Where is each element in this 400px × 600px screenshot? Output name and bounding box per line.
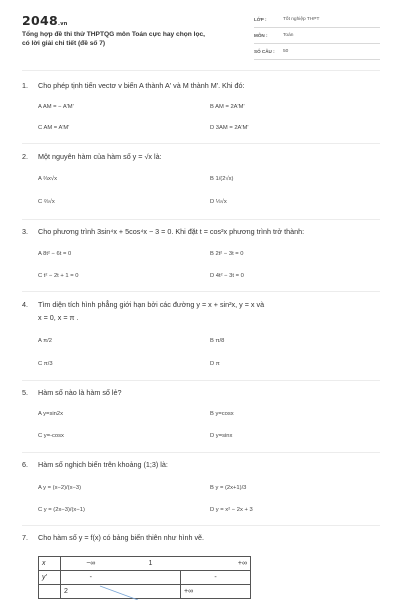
- table-cell: x: [39, 557, 61, 571]
- q5-option-b[interactable]: B y=cosx: [210, 411, 234, 417]
- q3-option-d[interactable]: D 4t² − 3t = 0: [210, 273, 244, 279]
- table-row-yprime: [39, 571, 251, 585]
- q3-option-a[interactable]: A 8t² − 6t = 0: [38, 251, 72, 257]
- table-cell: +∞: [181, 557, 251, 571]
- q1-option-c[interactable]: C AM = A'M': [38, 125, 70, 131]
- table-cell: -: [181, 571, 251, 585]
- table-cell: y': [39, 571, 61, 585]
- document-header: [0, 0, 400, 62]
- decreasing-arrow: [98, 584, 178, 600]
- question-7: 7. Cho hàm số y = f(x) có bảng biến thiên như hình vẽ.: [22, 533, 205, 542]
- q6-option-d[interactable]: D y = x² − 2x + 3: [210, 507, 253, 513]
- divider: [22, 291, 380, 292]
- divider: [22, 525, 380, 526]
- meta-subject: MÔN : Toán: [254, 28, 380, 44]
- q4-option-b[interactable]: B π/8: [210, 338, 225, 344]
- question-2: 2. Một nguyên hàm của hàm số y = √x là:: [22, 152, 162, 161]
- q2-option-a[interactable]: A ⅔x√x: [38, 176, 57, 182]
- question-4-continued: x = 0, x = π .: [38, 313, 79, 322]
- q2-option-b[interactable]: B 1/(2√x): [210, 176, 234, 182]
- divider: [22, 143, 380, 144]
- q4-option-a[interactable]: A π/2: [38, 338, 52, 344]
- table-cell: −∞: [61, 557, 121, 571]
- q5-option-a[interactable]: A y=sin2x: [38, 411, 63, 417]
- q5-option-c[interactable]: C y=-cosx: [38, 433, 64, 439]
- q3-option-c[interactable]: C t² − 2t + 1 = 0: [38, 273, 79, 279]
- site-logo[interactable]: 2048.vn: [22, 13, 68, 28]
- table-cell: [121, 571, 181, 585]
- table-cell: 2: [61, 585, 121, 599]
- q4-option-d[interactable]: D π: [210, 361, 220, 367]
- table-cell: [39, 585, 61, 599]
- q2-option-d[interactable]: D ⅓√x: [210, 199, 227, 205]
- q1-option-d[interactable]: D 3AM = 2A'M': [210, 125, 249, 131]
- q2-option-c[interactable]: C ⅔√x: [38, 199, 55, 205]
- question-3: 3. Cho phương trình 3sin⁴x + 5cos⁴x − 3 = 0. Khi đặt t = cos²x phương trình trở thành:: [22, 227, 305, 236]
- q4-option-c[interactable]: C π/3: [38, 361, 53, 367]
- table-cell: -: [61, 571, 121, 585]
- q1-option-b[interactable]: B AM = 2A'M': [210, 104, 245, 110]
- q1-option-a[interactable]: A AM = − A'M': [38, 104, 74, 110]
- divider: [22, 219, 380, 220]
- table-cell: 1: [121, 557, 181, 571]
- meta-question-count: SỐ CÂU : 50: [254, 44, 380, 60]
- table-cell: +∞: [181, 585, 251, 599]
- question-1: 1. Cho phép tịnh tiến vectơ v biến A thành A' và M thành M'. Khi đó:: [22, 81, 245, 90]
- q3-option-b[interactable]: B 2t² − 3t = 0: [210, 251, 244, 257]
- q6-option-a[interactable]: A y = (x−2)/(x−3): [38, 485, 82, 491]
- question-6: 6. Hàm số nghịch biến trên khoảng (1;3) là:: [22, 460, 168, 469]
- question-4: 4. Tìm diện tích hình phẳng giới hạn bởi các đường y = x + sin²x, y = x và: [22, 300, 265, 309]
- meta-class: LỚP : Tốt nghiệp THPT: [254, 12, 380, 28]
- document-title: Tổng hợp đề thi thử THPTQG môn Toán cực hay chọn lọc, có lời giải chi tiết (đề số 7): [22, 31, 205, 47]
- q6-option-b[interactable]: B y = (2x+1)/3: [210, 485, 247, 491]
- q6-option-c[interactable]: C y = (2x−3)/(x−1): [38, 507, 85, 513]
- question-5: 5. Hàm số nào là hàm số lẻ?: [22, 388, 122, 397]
- divider: [22, 380, 380, 381]
- divider: [22, 452, 380, 453]
- divider: [22, 70, 380, 71]
- table-row-x: [39, 557, 251, 571]
- q5-option-d[interactable]: D y=sinx: [210, 433, 233, 439]
